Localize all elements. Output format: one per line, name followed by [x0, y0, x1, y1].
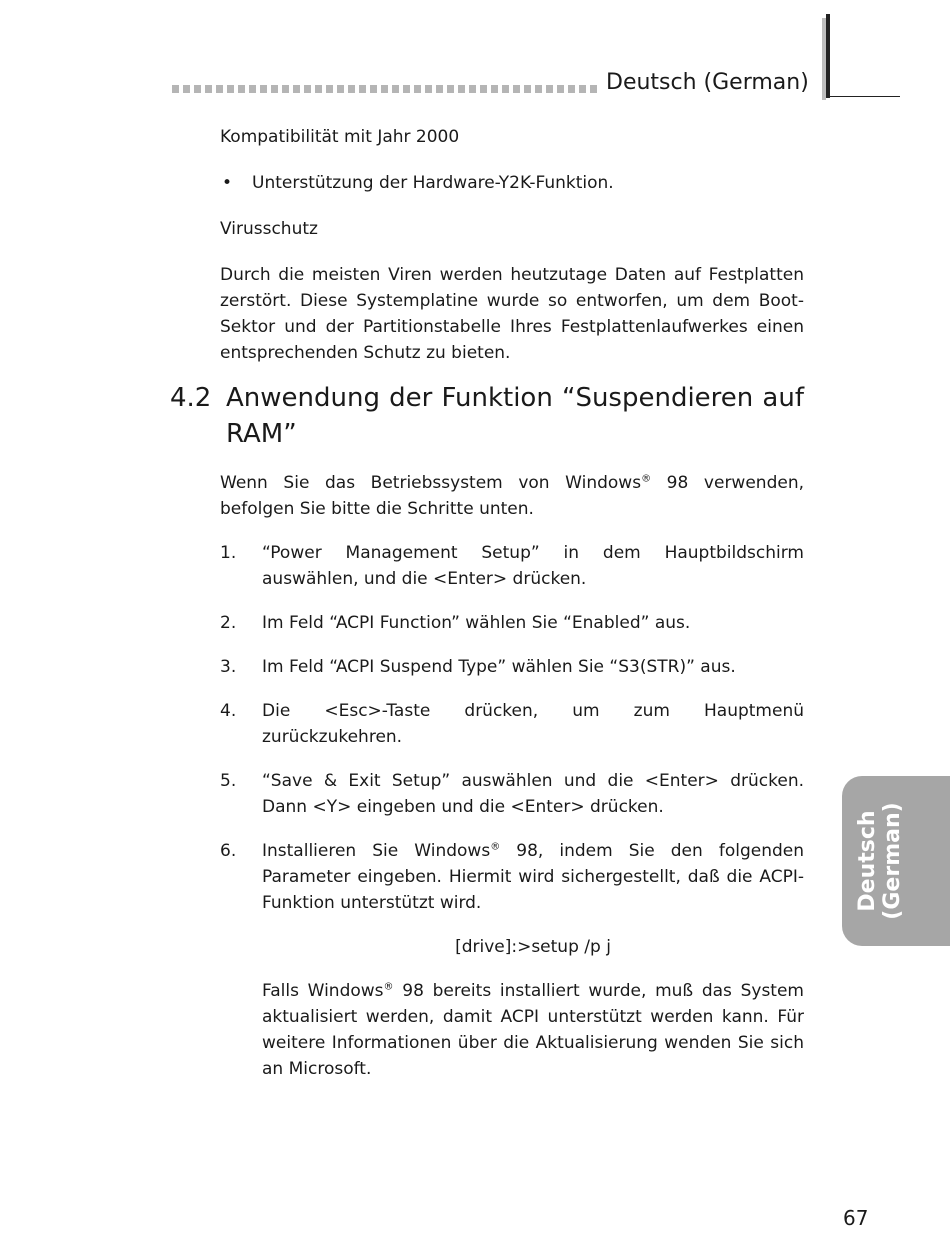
- step-text: Im Feld “ACPI Suspend Type” wählen Sie “S3(STR)” aus.: [262, 657, 736, 677]
- step-number: 4.: [220, 701, 237, 721]
- compat-heading: Kompatibilität mit Jahr 2000: [220, 127, 460, 147]
- compat-bullet-item: [220, 170, 804, 196]
- step-number: 2.: [220, 613, 237, 633]
- step-number: 3.: [220, 657, 237, 677]
- corner-mark-vertical: [826, 14, 830, 98]
- virus-paragraph: Durch die meisten Viren werden heutzutage Daten auf Festplatten zerstört. Diese Systemplatine wurde so entworfen, um dem Boot-Sektor und der Partitionstabelle Ihres Festplattenlaufwerkes einen entsprechenden Schutz zu bieten.: [220, 265, 804, 363]
- step-text: “Save & Exit Setup” auswählen und die <Enter> drücken. Dann <Y> eingeben und die <Enter> drücken.: [262, 771, 804, 817]
- intro-text-before: Wenn Sie das Betriebssystem von Windows: [220, 473, 642, 493]
- intro-paragraph: [220, 470, 804, 522]
- note-text-after: 98 bereits installiert wurde, muß das System aktualisiert werden, damit ACPI unterstützt werden kann. Für weitere Informationen über die Aktualisierung wenden Sie sich an Microsoft.: [262, 981, 804, 1079]
- virus-heading: Virusschutz: [220, 219, 318, 239]
- side-tab-label: [855, 802, 905, 919]
- step-text: Die <Esc>-Taste drücken, um zum Hauptmenü zurückzukehren.: [262, 701, 804, 747]
- step-item: [220, 654, 804, 680]
- step-item: [220, 838, 804, 916]
- note-text-before: Falls Windows: [262, 981, 384, 1001]
- step-number: 5.: [220, 771, 237, 791]
- step-item: [220, 540, 804, 592]
- step-number: 6.: [220, 841, 237, 861]
- step-6-registered-mark: ®: [490, 841, 501, 853]
- section-number: 4.2: [170, 383, 212, 413]
- step-6-text-after: 98, indem Sie den folgenden Parameter eingeben. Hiermit wird sichergestellt, daß die ACPI-Funktion unterstützt wird.: [262, 841, 804, 913]
- section-title: Anwendung der Funktion “Suspendieren auf RAM”: [226, 383, 804, 449]
- step-text: “Power Management Setup” in dem Hauptbildschirm auswählen, und die <Enter> drücken.: [262, 543, 804, 589]
- steps-content: [220, 470, 804, 1082]
- compat-bullet-text: Unterstützung der Hardware-Y2K-Funktion.: [252, 173, 614, 193]
- setup-command: [drive]:>setup /p j: [455, 937, 611, 957]
- language-side-tab: [842, 776, 950, 946]
- bullet-symbol: •: [222, 173, 233, 193]
- side-tab-line1: Deutsch: [855, 810, 880, 912]
- section-heading: [170, 380, 804, 452]
- page-number: 67: [843, 1206, 869, 1230]
- step-6-text-before: Installieren Sie Windows: [262, 841, 491, 861]
- intro-text-after: 98 verwenden, befolgen Sie bitte die Schritte unten.: [220, 473, 804, 519]
- step-item: [220, 768, 804, 820]
- intro-registered-mark: ®: [641, 473, 652, 485]
- step-number: 1.: [220, 543, 237, 563]
- top-content: [220, 124, 804, 386]
- header-title: Deutsch (German): [606, 70, 809, 95]
- step-item: [220, 610, 804, 636]
- step-text: [262, 838, 804, 916]
- header-dotted-rule: [172, 85, 597, 93]
- side-tab-line2: (German): [880, 802, 905, 920]
- note-registered-mark: ®: [383, 981, 394, 993]
- corner-mark-horizontal: [826, 96, 900, 97]
- step-text: Im Feld “ACPI Function” wählen Sie “Enabled” aus.: [262, 613, 691, 633]
- step-item: [220, 698, 804, 750]
- windows-note-paragraph: [262, 978, 804, 1082]
